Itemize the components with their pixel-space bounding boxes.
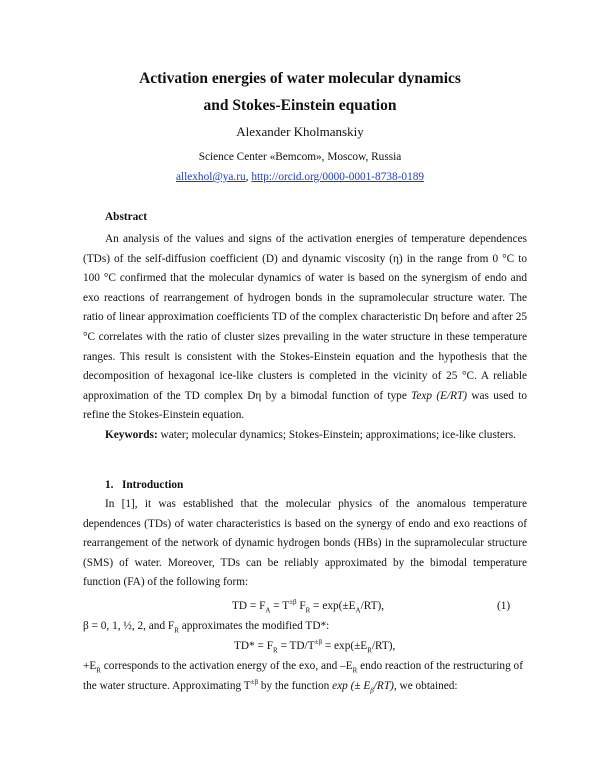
equation-1-label: (1): [497, 600, 511, 612]
contact-separator: ,: [245, 171, 249, 183]
keywords-list: water; molecular dynamics; Stokes-Einstein; approximations; ice-like clusters.: [157, 428, 516, 441]
restructuring-text: endo reaction of the restructuring of: [357, 660, 523, 672]
modified-td-text: approximates the modified TD*:: [178, 620, 330, 632]
beta-values-line: β = 0, 1, ½, 2, and $F_R$ approximates the modified TD*:: [83, 620, 330, 635]
approximation-result-text: , we obtained:: [393, 680, 458, 692]
abstract-text-end: was used to refine the Stokes-Einstein equation.: [83, 389, 527, 422]
author-name: Alexander Kholmanskiy: [236, 124, 364, 139]
orcid-link[interactable]: http://orcid.org/0000-0001-8738-0189: [251, 171, 425, 183]
approximation-function-end: /RT): [373, 680, 394, 692]
approximation-by-text: by the function: [258, 680, 333, 692]
affiliation: Science Center «Bemcom», Moscow, Russia: [198, 151, 402, 163]
section-number: 1.: [105, 479, 114, 491]
approximation-line: the water structure. Approximating $T^{\pm\beta}$ by the function exp (± $E_\beta/RT$), we obtained:: [83, 678, 458, 695]
equation-1: TD = $F_A = T^{\pm\beta}$ $F_R = \exp(\pm E_A/RT)$,: [232, 598, 385, 615]
approximation-function: exp (± E: [332, 680, 371, 692]
intro-paragraph: [83, 495, 527, 593]
abstract-paragraph: [83, 230, 527, 426]
email-link[interactable]: allexhol@ya.ru: [175, 171, 246, 183]
approximation-text: the water structure. Approximating T: [83, 680, 251, 692]
activation-energy-line: $+E_R$ corresponds to the activation energy of the exo, and $-E_R$ endo reaction of the restructuring of: [83, 660, 523, 675]
section-title: Introduction: [121, 479, 184, 491]
contact-line: [0, 171, 600, 183]
abstract-text: An analysis of the values and signs of the activation energies of temperature dependences (TDs) of the self-diffusion coefficient (D) and dynamic viscosity (η) in the range from 0 °C to 100 °C confirmed that the molecular dynamics of water is based on the synergism of endo and exo reactions of rearrangement of hydrogen bonds in the supramolecular structure water. The ratio of linear approximation coefficients TD of the complex characteristic Dη before and after 25 °C correlates with the ratio of cluster sizes prevailing in the water structure in these temperature ranges. This result is consistent with the Stokes-Einstein equation and the hypothesis that the decomposition of hexagonal ice-like clusters is completed in the vicinity of 25 °C. A reliable approximation of the TD complex Dη by a bimodal function of type: [83, 233, 527, 402]
equation-modified-td: $TD* = F_R = TD/T^{\pm\beta} = \exp(\pm E_R/RT)$,: [234, 638, 396, 655]
intro-paragraph-text: In [1], it was established that the molecular physics of the anomalous temperature dependences (TDs) of water characteristics is based on the synergy of endo and exo reactions of rearrangement of the network of dynamic hydrogen bonds (HBs) in the supramolecular structure (SMS) of water. Moreover, TDs can be reliably approximated by the bimodal temperature function (FA) of the following form:: [83, 498, 527, 589]
paper-title-line-1: Activation energies of water molecular dynamics: [139, 70, 461, 87]
paper-title-line-2: and Stokes-Einstein equation: [203, 97, 397, 114]
keywords-label: Keywords:: [105, 428, 158, 441]
exo-energy-text: +E: [83, 660, 97, 672]
keywords-line: [83, 426, 527, 446]
beta-values-text: β = 0, 1, ½, 2, and F: [83, 620, 175, 632]
endo-energy-text: corresponds to the activation energy of the exo, and –E: [100, 660, 353, 672]
abstract-formula: Texp (E/RT): [411, 389, 468, 402]
abstract-body: [83, 230, 527, 446]
section-heading-introduction: [105, 479, 183, 491]
abstract-heading: Abstract: [105, 211, 148, 223]
